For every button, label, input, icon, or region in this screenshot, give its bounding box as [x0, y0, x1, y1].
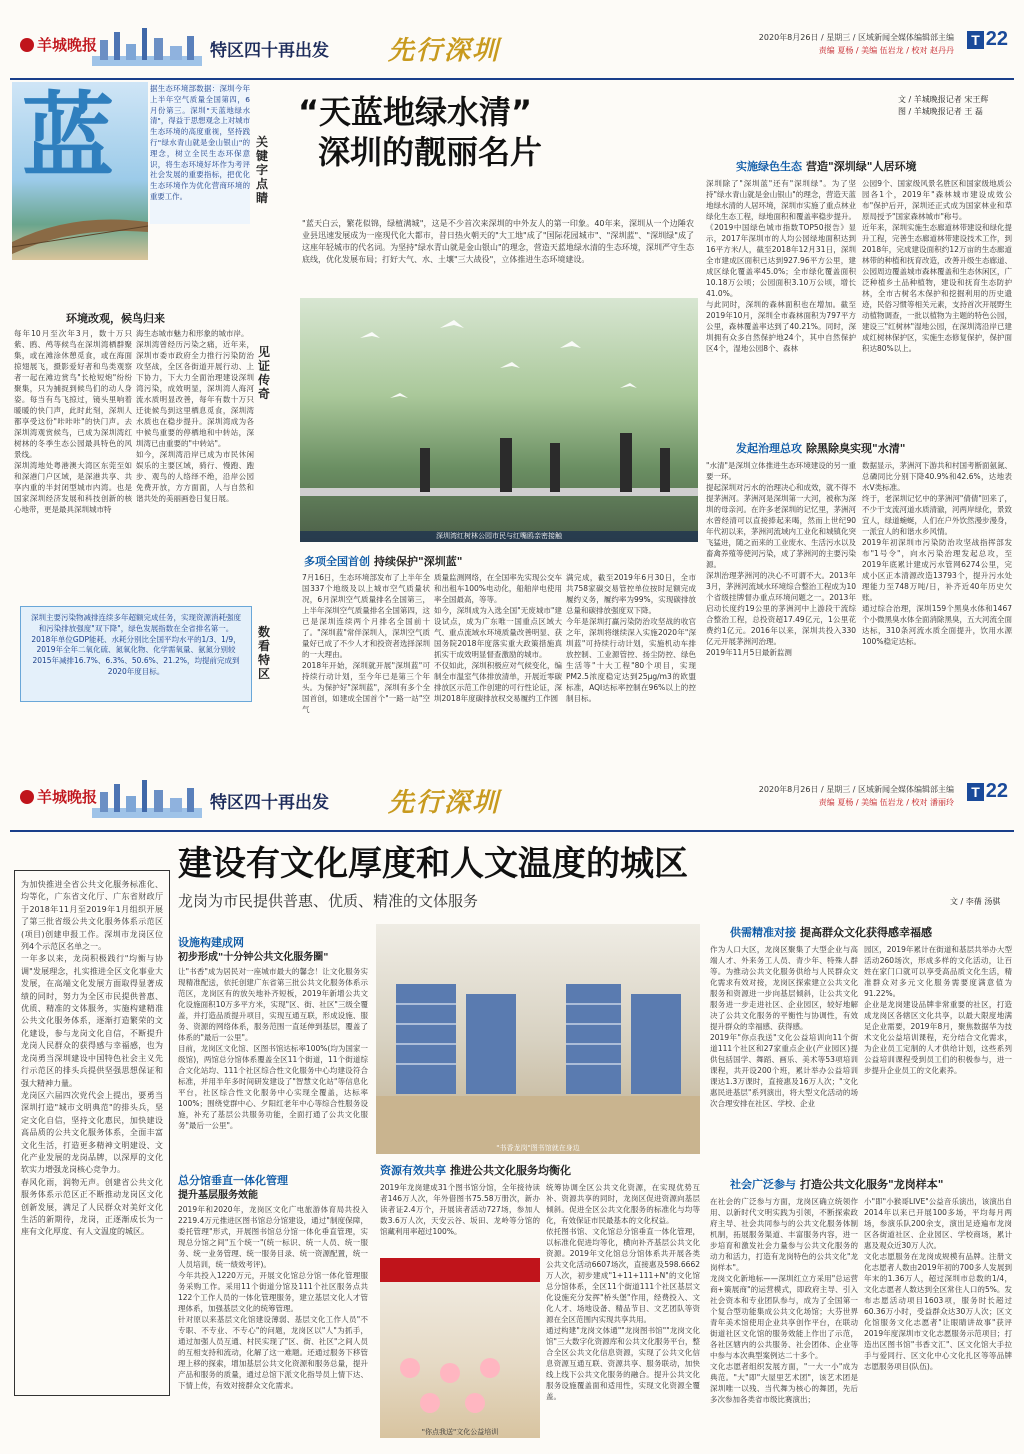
training-photo: [380, 1258, 540, 1438]
boardwalk-icon: [12, 202, 148, 260]
lead-paragraph: "蓝天白云，繁花似锦，绿植满城"，这是不少首次来深圳的中外友人的第一印象。40年来，深圳从一个边陲农业县迅速发展成为一座现代化大都市，昔日热火朝天的"大工地"成了"国际花园城市"、"深圳蓝"、"深圳绿"成了这座年轻城市的代名词。为坚持"绿水青山就是金山银山"的理念，营造天蓝地绿水清的生态环境，深圳严守生态底线，优化发展布局；打好大气、水、土壤"三大战役"，立体推进生态环境建设。: [302, 219, 694, 264]
section-heading-b: 多项全国首创 持续保护"深圳蓝": [304, 555, 463, 568]
bottom-byline: 文 / 李蒨 汤骐: [950, 897, 1001, 906]
bottom-sec3-heading: 资源有效共享 推进公共文化服务均衡化: [380, 1164, 571, 1177]
tag-keywords: 关键字点睛: [255, 135, 268, 205]
issue-date-bottom: 2020年8月26日 / 星期三 / 区域新闻全媒体编辑部主编: [758, 785, 954, 794]
section-kicker: 特区四十再出发: [210, 41, 329, 61]
body-col-b1: 7月16日，生态环境部发布了上半年全国337个地级及以上城市空气质量状况，6月深圳空气质量排名全国第三，上半年深圳空气质量排名全国第四，这已是深圳连续两个月排名全国前十了。"深圳蓝"常伴深圳人，深圳空气质量好已成了不少人才和投资者选择深圳的一大理由。 2018年开始，深圳就开展"深圳蓝"可持续行动计划，至今年已是第三个年头。为保护好"深圳蓝"，深圳有多个全国首创，如建成全国首个"一路一站"空气: [302, 573, 430, 714]
bottom-sec5-heading: 社会广泛参与 打造公共文化服务"龙岗样本": [730, 1178, 944, 1191]
body-col-a1: 每年10月至次年3月，数十万只紫、鸥、鸬等候鸟在深圳湾栖群聚集，或在滩涂休憩觅食，或在海面掠翅展飞，摄影爱好者和鸟类观察者一起在滩边赏鸟"长枪短炮"纷纷聚集，只为捕捉到候鸟们的动人身姿。每当有鸟飞掠过，镜头里响着暖暖的快门声，此时此刻，深圳人都享受这份"咔咔咔"的快门声。去深圳湾观赏候鸟，已成为深圳湾红树林的冬季生态公园最具特色的风景线。 深圳湾地处粤港澳大湾区东莞至如和深港门户区域，是深港共享、共享内重的半封闭型城市内湾。也是国家深圳经济发展和科技创新的核心地带，更是最具深圳城市特: [14, 329, 132, 514]
section-kicker-bottom: 特区四十再出发: [210, 793, 329, 813]
section-heading-d: 发起治理总攻 除黑除臭实现"水清": [736, 442, 906, 455]
section-heading-c: 实施绿色生态 营造"深圳绿"人居环境: [736, 160, 917, 173]
masthead-bottom: [10, 774, 1014, 830]
masthead-top: [10, 22, 1014, 78]
body-col-a2: 海生态城市魅力和形象的城市岸。 深圳湾曾经历污染之痛，近年来，深圳市委市政府全力推行污染防治攻坚战，全区各街道开展行动、上下协力，下大力全面治理建设深圳湾污染，成效明显，深圳湾人海河流水质明显改善，每年有数十万只迁徙候鸟到这里栖息觅食，深圳湾水质也在稳步提升。深圳湾成为各中候鸟重要的停栖地和中转站，深圳湾已由重要的"中转站"。 如今，深圳湾沿岸已成为市民休闲娱乐的主要区域，骑行、慢跑、跑步、观鸟的人络绎不绝，沿岸公园免费开放，方方面面，人与自然和谐共处的美丽画卷日复日展。: [136, 329, 254, 503]
bottom-col3a: 2019年龙岗建成31个图书馆分馆，全年接待读者146万人次，年外借图书75.58万册次，新办读者证2.4万个，开展读者活动727场，参加人数3.6万人次，天安云谷、坂田、龙岭等分馆的馆藏利用率超过100%。: [380, 1183, 540, 1236]
main-photo: [300, 298, 698, 542]
bottom-col1: 让"书香"成为居民对一座城市最大的馨念！让文化服务实现精准配送，依托创建广东省第三批公共文化服务体系示范区，龙岗区有的放矢地补齐短板，2019年新增公共文化设施面积10万多平方米，实现"区、街、社区"三级全覆盖，并打造品质提升项目，实现互通互联，形成设施、服务、资源的网络体系，服务范围一直延伸到基层，覆盖了体系的"最后一公里"。 目前，龙岗区文化馆、区图书馆达标率100%(均为国家一级馆)，两馆总分馆体系覆盖全区11个街道，11个街道综合文化站均、111个社区综合性文化服务中心均建设符合标准，并用半年多时间研发建设了"智慧文化站"等信息化平台，社区综合性文化服务中心实现全覆盖，达标率100%；围绕党群中心、夕阳红老年中心等综合性服务设施，补充了基层公共服务功能，全面打通了公共文化服务"最后一公里"。: [178, 967, 368, 1130]
tag-data: 数看特区: [257, 625, 270, 681]
beach-photo: [12, 82, 148, 260]
logo-mark-icon: [20, 38, 34, 52]
headline-line1: “天蓝地绿水清”: [298, 93, 533, 131]
bottom-left-column: 为加快推进全省公共文化服务标准化、均等化，广东省文化厅、广东省财政厅于2018年11月至2019年1月组织开展了第三批省级公共文化服务体系示范区(项目)创建申报工作。深圳市龙岗区位列4个示范区名单之一。 一年多以来，龙岗积极践行"均衡与协调"发展理念，扎实推进全区文化事业大发展，在高端文化发展方面取得显著成绩的同时，努力为全区市民提供普惠、优质、精准的文体服务，实施构建精准公共文化服务体系，逐渐打造繁荣的文化建设，参与龙岗文化自信，不断提升龙岗人民群众的获得感与幸福感，也为龙岗勇当深圳建设中国特色社会主义先行示范区的排头兵提供坚强思想保证和强大精神力量。 龙岗区六届四次党代会上提出，要勇当深圳打造"城市文明典范"的排头兵，坚定文化自信，坚持文化惠民，加快建设高品质的公共文化服务体系，全面丰富文化生活，打造更多精神文明建设、文化产业发展的龙岗品牌，以深厚的文化软实力增强龙岗核心竞争力。 春风化雨，润物无声。创建省公共文化服务体系示范区正不断推动龙岗区文化创新发展，满足了人民群众对美好文化生活的新期待，龙岗，正逐渐成长为一座有文化厚度、有人文温度的城区。: [14, 870, 170, 1396]
skyline-icon-bottom: [92, 778, 202, 822]
bottom-sec1-sub: 初步形成"十分钟公共文化服务圈": [178, 952, 329, 963]
page-number-bottom: T 22: [967, 780, 1008, 803]
bottom-sec2-heading: 总分馆垂直一体化管理: [178, 1174, 288, 1187]
logo-mark-icon-bottom: [20, 790, 34, 804]
bottom-col5b: 小"即"小猴哥LIVE"公益音乐演出，该演出自2014年以来已开展100多场，平均每月两场，参演乐队200余支，演出足迹遍布龙岗区各街道社区、企业园区、学校商场，累计惠及观众近30万人次。 文化志愿服务在龙岗成规模有品牌。注册文化志愿者人数由2019年初的700多人发展到年末的1.36万人，超过深圳市总数的1/4，文化志愿者人数达到全区常住人口的5%。发布志愿活动项目1603项，服务时长超过60.36万小时，受益群众达30万人次；区文化馆服务文化志愿者"让眼睛讲故事"获评2019年度深圳市文化志愿服务示范项目；打造出区图书馆"书香文汇"、区文化馆大手拉手与爱同行、区文化中心文化扎区等等品牌志愿服务项目(队伍)。: [864, 1197, 1012, 1371]
tag-legend: 见证传奇: [257, 345, 270, 401]
training-caption: "你点我送"文化公益培训: [421, 1428, 499, 1436]
credits-bottom: 责编 夏杨 / 美编 伍岩龙 / 校对 潘丽玲: [818, 798, 954, 807]
bottom-col4b: 园区，2019年累计在街道和基层共举办大型活动260场次，形成多样的文化活动，让百姓在家门口就可以享受高品质文化生活，精准群众对多元文化服务需要度满意值为91.22%。 企业是龙岗建设品牌非常重要的社区，打造成龙岗区各辖区文化共享，以最大限度地满足企业需要，2019年8月，聚焦数据华为技术文化公益培训课程，充分结合文化需求，为企业员工定制的人才供给计划，这些系列公益培训课程受到员工们的积极参与，进一步提升企业员工的文化素养。: [864, 945, 1012, 1075]
body-col-c1: 深圳除了"深圳蓝"还有"深圳绿"。为了坚持"绿水青山就是金山银山"的理念，营造天蓝地绿水清的人居环境，深圳市实施了重点林业绿化生态工程，绿地面积和覆盖率稳步提升。 《2019中国绿色城市指数TOP50报告》显示，2017年深圳市的人均公园绿地面积达到16平方米/人，截至2018年12月31日，深圳全市建成区面积已达到927.96平方公里，建成区绿化覆盖率45.0%；全市绿化覆盖面积10.18万公顷；公园面积3.10万公顷，增长41.0%。 与此同时，深圳的森林面积也在增加。截至2019年10月，深圳全市森林面积为797平方公里，森林覆盖率达到了40.21%。同时，深圳拥有众多自然保护地24个，其中自然保护区4个，湿地公园8个、森林: [706, 179, 856, 353]
paper-logo-bottom: 羊城晚报: [20, 786, 97, 807]
section-heading-a: 环境改观，候鸟归来: [66, 312, 165, 325]
bottom-col4a: 作为人口大区，龙岗区聚集了大型企业与高端人才、外来务工人员、青少年、特殊人群等。为推动公共文化服务供给与人民群众文化需求有效对接，龙岗区探索建立公共文化服务和资源进一步向基层倾斜，让公共文化服务进一步走进社区、企业园区，较好地解决了公共文化服务的平衡性与协调性，有效提升群众的幸福感、获得感。 2019年"你点我送"文化公益培训向11个街道111个社区和27家重点企业(产业园区)提供包括国学、舞蹈、画乐、美术等53项培训课程，共开设200个班，累计举办公益培训课达1.3万课时，直接惠及16万人次；"文化惠民进基层"系列演出，将大型文化活动的场次合理安排在社区、学校、企业: [710, 945, 858, 1108]
section-kicker-art-bottom: 先行深圳: [388, 788, 501, 818]
library-caption: "书香龙岗"图书馆就在身边: [496, 1144, 580, 1152]
dancers-icon: [380, 1258, 540, 1438]
bookshelf-icon: [376, 924, 700, 1154]
gulls-icon: [300, 298, 698, 542]
headline-line2: 深圳的靓丽名片: [318, 133, 543, 171]
big-char: 蓝: [22, 82, 115, 190]
byline-photo: 图 / 羊城晚报记者 王 磊: [898, 107, 983, 116]
body-col-d1: "水清"是深圳立体推进生态环境建设的另一重要一环。 提起深圳对污水的治理决心和成效，就不得不提茅洲河。茅洲河是深圳第一大河，被称为深圳的母亲河。在许多老深圳的记忆里，茅洲河水曾经清可以直接捧起来喝，然而上世纪90年代初以来，茅洲河流域内工业化和城镇化突飞猛进，随之而来的工业废水、生活污水以及畜禽养殖等使河污染，成了茅洲河的主要污染源。 深圳治理茅洲河的决心不可谓不大。2013年3月，茅洲河流域水环境综合整治工程成为10个省级挂牌督办重点环境问题之一。2013年启动长度约19公里的茅洲河中上游段干流综合整治工程，总投资超17.49亿元，1公里花费约1亿元。2016年以来，深圳共投入330亿元开展茅洲河治理。 2019年11月5日最新监测: [706, 461, 856, 657]
library-photo: [376, 924, 700, 1154]
bottom-subhead: 龙岗为市民提供普惠、优质、精准的文体服务: [178, 892, 479, 910]
masthead-rule: [10, 78, 1014, 80]
stats-box: [20, 606, 252, 702]
paper-logo: 羊城晚报: [20, 34, 97, 55]
intro-text: 据生态环境部数据：深圳今年上半年空气质量全国第四，6月份第三。深圳"天蓝地绿水清"，得益于思想观念上对城市生态环境的高度重视，坚持践行"绿水青山就是金山银山"的理念，树立全民生态环保意识，将生态环境好坏作为考评社会发展的重要指标，把优化生态环境作为优化营商环境的重要工作。: [150, 84, 250, 224]
body-col-b2: 质量监测网络，在全国率先实现公交车和出租车100%电动化，船舶岸电使用率全国最高，等等。 如今，深圳成为入选全国"无废城市"建设试点，成为广东唯一国重点区域大气、重点流域水环境质量改善明显、获国务院2018年度落实重大政策措施真抓实干成效明显督查激励的城市。 不仅如此，深圳积极应对气候变化，编制全市温室气体排放清单，开展近零碳排放区示范工作创建的可行性论证，深圳2018年度碳排放权交易履约工作圆: [434, 573, 562, 703]
body-col-b3: 满完成，截至2019年6月30日，全市共758家碳交易管控单位按时足额完成履约义务，履约率为99%，实现碳排放总量和碳排放强度双下降。 今年是深圳打赢污染防治攻坚战的收官之年，深圳将继续深入实施2020年"深圳蓝"可持续行动计划，实施机动车排放控制、工业源管控、扬尘防控、绿色生活等"十大工程"80个项目，实现PM2.5浓度稳定达到25μg/m3的欧盟标准，AQI达标率控制在96%以上的控制目标。: [566, 573, 696, 703]
photo-caption: 深圳湾红树林公园市民与红嘴鸥亲密接触: [300, 531, 698, 542]
stats-text: 深圳主要污染物减排连续多年超额完成任务，实现资源消耗强度和污染排放强度"双下降"，绿色发展指数在全省排名第一。2018年单位GDP能耗、水耗分别比全国平均水平的1/3、1/9，2019年全年二氧化硫、氮氧化物、化学需氧量、氨氮分别较2015年减排16.7%、6.3%、50.6%、21.2%，均提前完成到2020年度目标。: [31, 613, 241, 676]
page-number: T 22: [967, 28, 1008, 51]
section-kicker-art: 先行深圳: [388, 36, 501, 66]
byline-writer: 文 / 羊城晚报记者 宋王辉: [898, 95, 989, 104]
issue-date: 2020年8月26日 / 星期三 / 区域新闻全媒体编辑部主编: [758, 33, 954, 42]
body-col-d2: 数据显示，茅洲河下游共和村国考断面氨氮、总磷同比分别下降40.9%和42.6%，达地表水V类标准。 终于，老深圳记忆中的茅洲河"倩倩"回来了，不少干支流河道水质清澈，河两岸绿化，景致宜人，绿道蜿蜒，人们在户外饮然漫步漫身，一派宜人的和谐水乡风情。 2019年初深圳市污染防治攻坚战指挥部发布"1号令"，向水污染治理发起总攻，至2019年底累计建成污水管网6274公里，完成小区正本清源改造13793个，提升污水处理能力至748万吨/日，补齐近40年历史欠账。 通过综合治理，深圳159个黑臭水体和1467个小微黑臭水体全面消除黑臭，五大河流全面达标，310条河流水质全面提升，饮用水源100%稳定达标。: [862, 461, 1012, 646]
body-col-c2: 公园9个、国家级风景名胜区和国家级地质公园各1个，2019年"森林城市建设成效公布"保护后开，深圳还正式成为国家林业和草原局授予"国家森林城市"称号。 近年来，深圳实施生态廊道林带建设和绿化提升工程，完善生态廊道林带建设技术工作，到2018年，完成建设面积约12万亩的生态廊道林带的种植和抚育改造，改善升级生态廊道、公园周边覆盖城市森林覆盖和生态休闲区，广泛种植乡土品种植物，建设和抚育生态防护林，全市古树名木保护和挖掘利用的历史遗迹，民俗习惯等相关元素，支持首次开展野生动植物调查，一批以植物为主题的特色公园，建设三"红树林"湿地公园，在深圳湾沿岸已建成红树林保护区，实施生态修复保护，保护面积达80%以上。: [862, 179, 1012, 353]
bottom-col2: 2019年和2020年，龙岗区文化广电旅游体育局共投入2219.4万元推进区图书馆总分馆建设，通过"制度保障，委托管理"形式，开展图书馆总分馆一体化垂直管理，实现总分馆之间"五个统一"(统一标识、统一人员、统一服务、统一业务管理、统一服务目录、统一资源配置，统一人员培训，统一绩效考评)。 今年共投入1220万元，开展文化馆总分馆一体化管理服务采购工作。采用11个街道分馆及111个社区服务点共122个工作人员的一体化管理服务，建立基层文化人才管理体系，加强基层文化的统筹管理。 针对原以来基层文化馆建设薄弱、基层文化工作人员"不专职、不专业、不专心"的问题，龙岗区以"人"为抓手，通过加强人员互通、村民实现了"区、街、社区"之间人员的互相支持和流动，化解了这一难题。还通过服务下移管理上移的探索，增加基层公共文化资源和服务总量，提升产品和服务的质量，通过总馆下派文化指导员上情下达、下情上传，有效对接群众文化需求。: [178, 1205, 368, 1390]
bottom-sec2-sub: 提升基层服务效能: [178, 1190, 258, 1201]
credits: 责编 夏杨 / 美编 伍岩龙 / 校对 赵丹丹: [818, 46, 954, 55]
masthead-rule-bottom: [10, 830, 1014, 832]
skyline-icon: [92, 26, 202, 70]
bottom-col5a: 在社会的广泛参与方面，龙岗区确立统领作用、以新时代文明实践为引领，不断探索政府主导、社会共同参与的公共文化服务体制机制，拓展服务渠道、丰富服务内容，进一步培育和激发社会力量参与公共文化服务的动力和活力，打造有龙岗特色的公共文化"龙岗样本"。 龙岗文化新地标——深圳红立方采用"总运营商+策展商"的运营模式，即政府主导、引入社会资本和专业团队参与，成为了全国第一个复合型功能集成公共文化场馆；大芬世界青年美术馆使用企业共享创作平台，在联动街道社区文化馆的服务效能上作出了示范，各社区辖内的公共服务、社会团体、企业等中参与本次典型案例达二十多个。 文化志愿者组织发展方面，"一大一小"成为典范。"大"即"大屋里艺术团"，该艺术团是深圳唯一以残、当代舞为核心的舞团，先后多次参加各类省市级比赛演出；: [710, 1197, 858, 1404]
bottom-sec1-heading: 设施构建成网: [178, 936, 244, 949]
bottom-sec4-heading: 供需精准对接 提高群众文化获得感幸福感: [730, 926, 932, 939]
bottom-headline: 建设有文化厚度和人文温度的城区: [178, 844, 688, 884]
bottom-col3b: 统筹协调全区公共文化资源，在实现优势互补、资源共享的同时，龙岗区促进资源向基层倾斜。促进全区公共文化服务的标准化与均等化，有效保证市民最基本的文化权益。 依托图书馆、文化馆总分馆垂直一体化管理，以标准化促进均等化，横向补齐基层公共文化资源。2019年文化馆总分馆体系共开展各类公共文化活动6607场次，直接惠及598.6662万人次，初步建成"1+11+111+N"的文化馆总分馆体系，全区11个街道111个社区基层文化设施充分发挥"桥头堡"作用，经费投入、文化人才、场地设备、精品节目、文艺团队等资源在全区范围内实现共享共用。 通过构建"龙岗文体通""龙岗图书馆""龙岗文化馆"三大数字化资源库和公共文化服务平台，整合全区公共文化信息资源，实现了公共文化信息资源互通互联、资源共享、服务联动，加快线上线下公共文化服务的融合。提升公共文化服务设施覆盖面和适用性，实现文化资源全覆盖。: [546, 1183, 700, 1401]
